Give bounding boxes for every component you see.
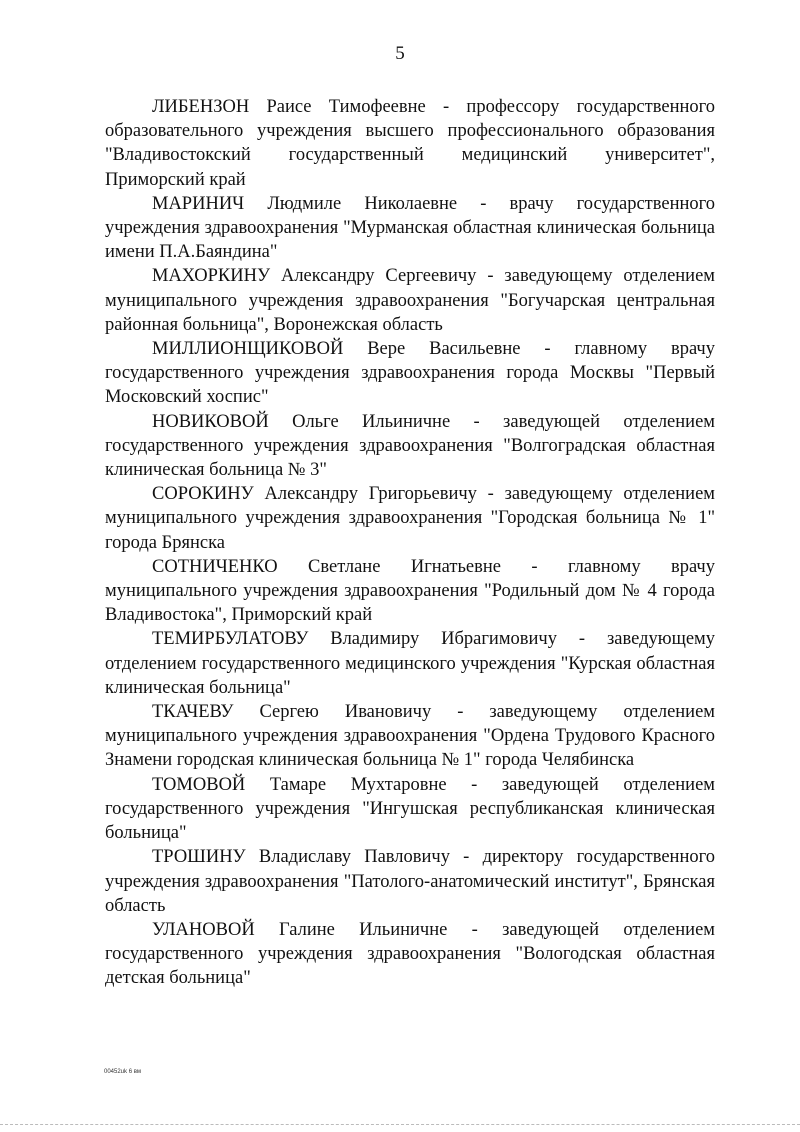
list-item: УЛАНОВОЙ Галине Ильиничне - заведующей отделением государственного учреждения здравоохранения "Вологодская областная детская больница" — [105, 919, 715, 989]
list-item: СОРОКИНУ Александру Григорьевичу - заведующему отделением муниципального учреждения здравоохранения "Городская больница № 1" города Брянска — [105, 484, 715, 553]
list-item: ТОМОВОЙ Тамаре Мухтаровне - заведующей отделением государственного учреждения "Ингушская республиканская клиническая больница" — [105, 774, 715, 844]
list-item: ЛИБЕНЗОН Раисе Тимофеевне - профессору государственного образовательного учреждения высшего профессионального образования "Владивостокский государственный медицинский университет", Приморский край — [105, 97, 715, 190]
list-item: ТРОШИНУ Владиславу Павловичу - директору государственного учреждения здравоохранения "Патолого-анатомический институт", Брянская область — [105, 847, 715, 916]
list-item: МИЛЛИОНЩИКОВОЙ Вере Васильевне - главному врачу государственного учреждения здравоохранения города Москвы "Первый Московский хоспис" — [105, 339, 715, 408]
list-item: ТЕМИРБУЛАТОВУ Владимиру Ибрагимовичу - заведующему отделением государственного медицинского учреждения "Курская областная клиническая больница" — [105, 629, 715, 698]
list-item: МАРИНИЧ Людмиле Николаевне - врачу государственного учреждения здравоохранения "Мурманская областная клиническая больница имени П.А.Баяндина" — [105, 193, 715, 263]
list-item: НОВИКОВОЙ Ольге Ильиничне - заведующей отделением государственного учреждения здравоохранения "Волгоградская областная клиническая больница № 3" — [105, 411, 715, 481]
list-item: ТКАЧЕВУ Сергею Ивановичу - заведующему отделением муниципального учреждения здравоохранения "Ордена Трудового Красного Знамени городская клиническая больница № 1" города Челябинска — [105, 702, 715, 771]
document-code: 00452uk 6 вм — [104, 1069, 141, 1075]
page-number: 5 — [395, 43, 405, 64]
list-item: СОТНИЧЕНКО Светлане Игнатьевне - главному врачу муниципального учреждения здравоохранения "Родильный дом № 4 города Владивостока", Приморский край — [105, 556, 715, 626]
page-edge-divider — [0, 1124, 800, 1125]
list-item: МАХОРКИНУ Александру Сергеевичу - заведующему отделением муниципального учреждения здравоохранения "Богучарская центральная районная больница", Воронежская область — [105, 266, 715, 335]
award-list — [105, 95, 715, 991]
